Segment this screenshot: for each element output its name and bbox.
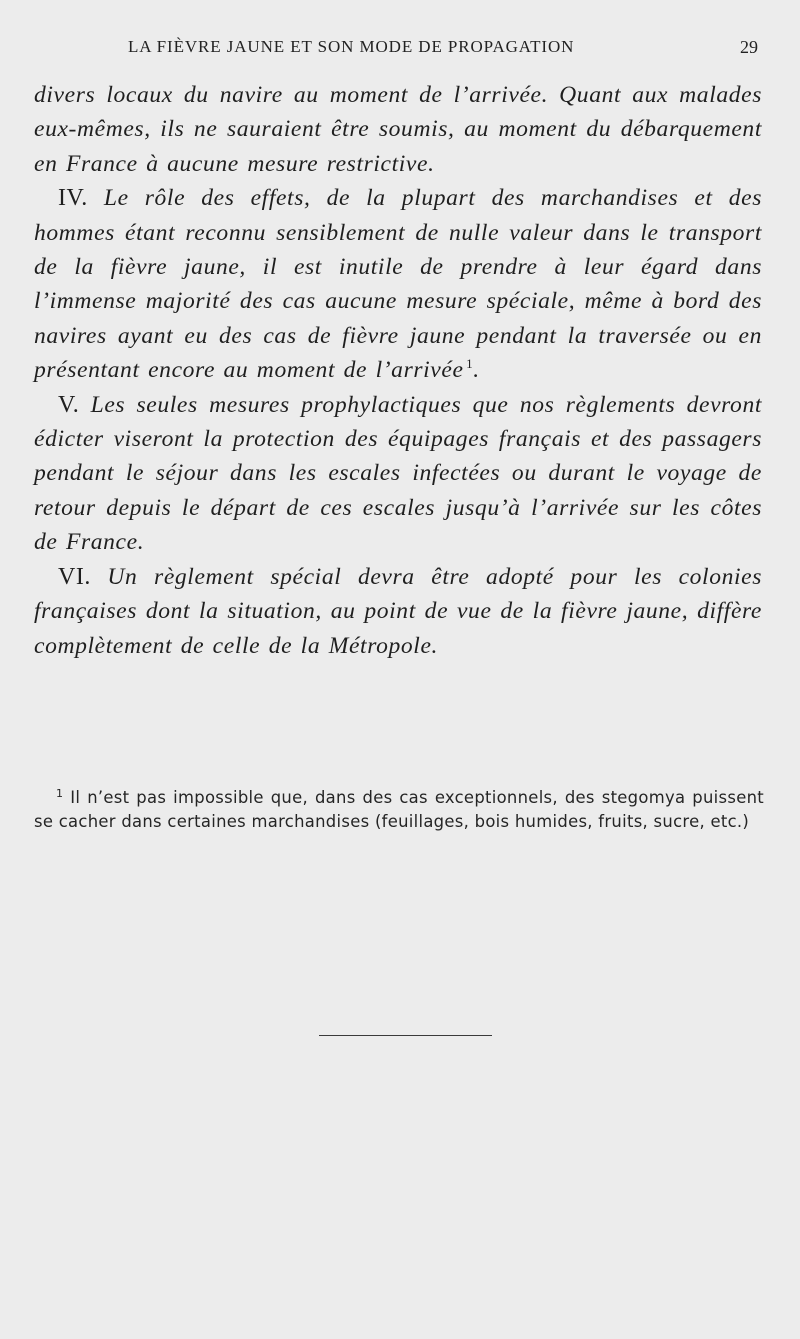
paragraph-text-end: .: [473, 357, 480, 384]
paragraph-text: Un règlement spécial devra être adopté pour les colonies françaises dont la situation, au point de vue de la fièvre jaune, diffère complètement de celle de la Métropole.: [34, 563, 763, 659]
section-numeral: V.: [58, 391, 80, 418]
paragraph-iv: [34, 181, 762, 387]
running-title: LA FIÈVRE JAUNE ET SON MODE DE PROPAGATION: [128, 37, 575, 56]
running-head: [36, 37, 762, 59]
section-numeral: VI.: [58, 563, 91, 590]
page-number: 29: [740, 37, 758, 57]
paragraph-vi: [34, 560, 762, 663]
footnote-marker: 1: [56, 787, 64, 801]
section-numeral: IV.: [58, 185, 88, 212]
paragraph-v: [34, 388, 762, 560]
paragraph-text: Les seules mesures prophylactiques que nos règlements devront édicter viseront la protection des équipages français et des passagers pendant le séjour dans les escales infectées ou durant le voyage de retour depuis le départ de ces escales jusqu’à l’arrivée sur les côtes de France.: [34, 391, 763, 556]
footnote: [34, 786, 764, 833]
footnote-text: Il n’est pas impossible que, dans des cas exceptionnels, des stegomya puissent se cacher dans certaines marchandises (feuillages, bois humides, fruits, sucre, etc.): [34, 788, 764, 831]
end-rule: [319, 1035, 492, 1036]
main-text: [34, 78, 762, 663]
footnote-reference: 1: [466, 356, 474, 372]
paragraph-text: Le rôle des effets, de la plupart des marchandises et des hommes étant reconnu sensiblement de nulle valeur dans le transport de la fièvre jaune, il est inutile de prendre à leur égard dans l’immense majorité des cas aucune mesure spéciale, même à bord des navires ayant eu des cas de fièvre jaune pendant la traversée ou en présentant encore au moment de l’arrivée: [34, 185, 762, 384]
paragraph-continuation: [34, 78, 762, 181]
paragraph-text: divers locaux du navire au moment de l’arrivée. Quant aux malades eux-mêmes, ils ne sauraient être soumis, au moment du débarquement en France à aucune mesure restrictive.: [34, 82, 762, 177]
